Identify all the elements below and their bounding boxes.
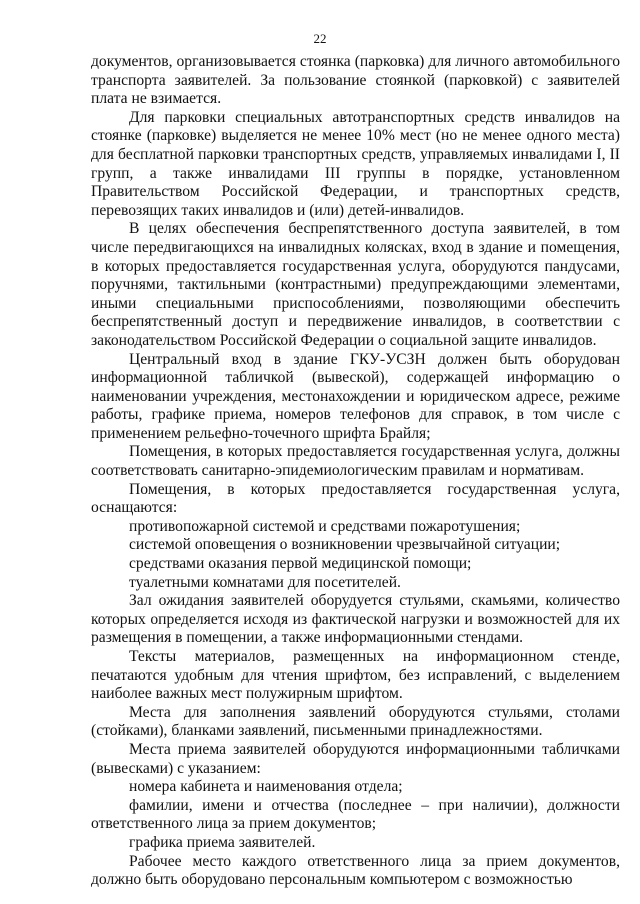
- list-item-toilets: туалетными комнатами для посетителей.: [129, 573, 401, 591]
- list-item-responsible-person: фамилии, имени и отчества (последнее – при наличии), должности ответственного лица за прием документов;: [91, 796, 620, 833]
- paragraph-waiting-hall: Зал ожидания заявителей оборудуется стульями, скамьями, количество которых определяется исходя из фактической нагрузки и возможностей для их размещения в помещении, а также информационными стендами.: [91, 592, 620, 647]
- paragraph-central-entrance: Центральный вход в здание ГКУ-УСЗН должен быть оборудован информационной табличкой (вывеской), содержащей информацию о наименовании учреждения, местонахождении и юридическом адресе, режиме работы, графике приема, номеров телефонов для справок, в том числе с применением рельефно-точечного шрифта Брайля;: [91, 350, 620, 442]
- list-item-schedule: графика приема заявителей.: [129, 833, 316, 851]
- paragraph-accessibility: В целях обеспечения беспрепятственного доступа заявителей, в том числе передвигающихся на инвалидных колясках, вход в здание и помещения, в которых предоставляется государственная услуга, оборудуются пандусами, поручнями, тактильными (контрастными) предупреждающими элементами, иными специальными приспособлениями, позволяющими обеспечить беспрепятственный доступ и передвижение инвалидов, в соответствии с законодательством Российской Федерации о социальной защите инвалидов.: [91, 220, 620, 349]
- paragraph-application-places: Места для заполнения заявлений оборудуются стульями, столами (стойками), бланками заявлений, письменными принадлежностями.: [91, 703, 620, 740]
- paragraph-parking-disabled: Для парковки специальных автотранспортных средств инвалидов на стоянке (парковке) выделяется не менее 10% мест (но не менее одного места) для бесплатной парковки транспортных средств, управляемых инвалидами I, II групп, а также инвалидами III группы в порядке, установленном Правительством Российской Федерации, и транспортных средств, перевозящих таких инвалидов и (или) детей-инвалидов.: [91, 108, 620, 219]
- paragraph-workplace: Рабочее место каждого ответственного лица за прием документов, должно быть оборудовано персональным компьютером с возможностью: [91, 852, 620, 889]
- paragraph-stand-texts: Тексты материалов, размещенных на информационном стенде, печатаются удобным для чтения шрифтом, без исправлений, с выделением наиболее важных мест полужирным шрифтом.: [91, 648, 620, 703]
- paragraph-sanitary-rules: Помещения, в которых предоставляется государственная услуга, должны соответствовать санитарно-эпидемиологическим правилам и нормативам.: [91, 443, 620, 480]
- list-item-emergency-alert: системой оповещения о возникновении чрезвычайной ситуации;: [129, 536, 561, 554]
- paragraph-continuation: документов, организовывается стоянка (парковка) для личного автомобильного транспорта заявителей. За пользование стоянкой (парковкой) с заявителей плата не взимается.: [91, 53, 620, 108]
- paragraph-equipment-intro: Помещения, в которых предоставляется государственная услуга, оснащаются:: [91, 480, 620, 517]
- list-item-office-number: номера кабинета и наименования отдела;: [129, 778, 403, 796]
- paragraph-reception-places: Места приема заявителей оборудуются информационными табличками (вывесками) с указанием:: [91, 740, 620, 777]
- list-item-first-aid: средствами оказания первой медицинской помощи;: [129, 555, 472, 573]
- page-number: 22: [313, 31, 327, 46]
- page-body: [91, 53, 620, 890]
- list-item-fire-safety: противопожарной системой и средствами пожаротушения;: [129, 517, 521, 535]
